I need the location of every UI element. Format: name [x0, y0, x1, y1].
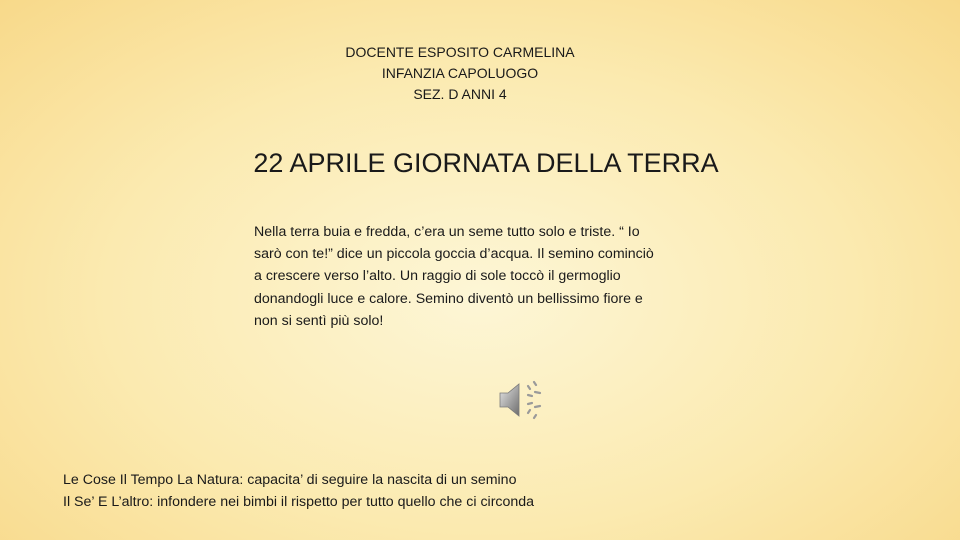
- speaker-icon[interactable]: [494, 376, 550, 424]
- class-section: SEZ. D ANNI 4: [413, 86, 507, 102]
- story-line: a crescere verso l’alto. Un raggio di sole toccò il germoglio: [254, 268, 621, 285]
- story-line: donandogli luce e calore. Semino diventò un bellissimo fiore e: [254, 290, 643, 307]
- story-line: non si sentì più solo!: [254, 312, 384, 329]
- goal-line: Le Cose Il Tempo La Natura: capacita’ di seguire la nascita di un semino: [63, 472, 517, 488]
- school-name: INFANZIA CAPOLUOGO: [381, 65, 539, 81]
- slide-title: 22 APRILE GIORNATA DELLA TERRA: [253, 148, 719, 178]
- goal-line: Il Se’ E L’altro: infondere nei bimbi il rispetto per tutto quello che ci circonda: [63, 494, 535, 510]
- story-text: [254, 221, 729, 332]
- teacher-info: [240, 42, 680, 105]
- teacher-name: DOCENTE ESPOSITO CARMELINA: [345, 44, 575, 60]
- story-line: sarò con te!” dice un piccola goccia d’acqua. Il semino cominciò: [254, 246, 654, 263]
- learning-goals: [63, 469, 763, 513]
- story-line: Nella terra buia e fredda, c’era un seme tutto solo e triste. “ Io: [254, 224, 640, 240]
